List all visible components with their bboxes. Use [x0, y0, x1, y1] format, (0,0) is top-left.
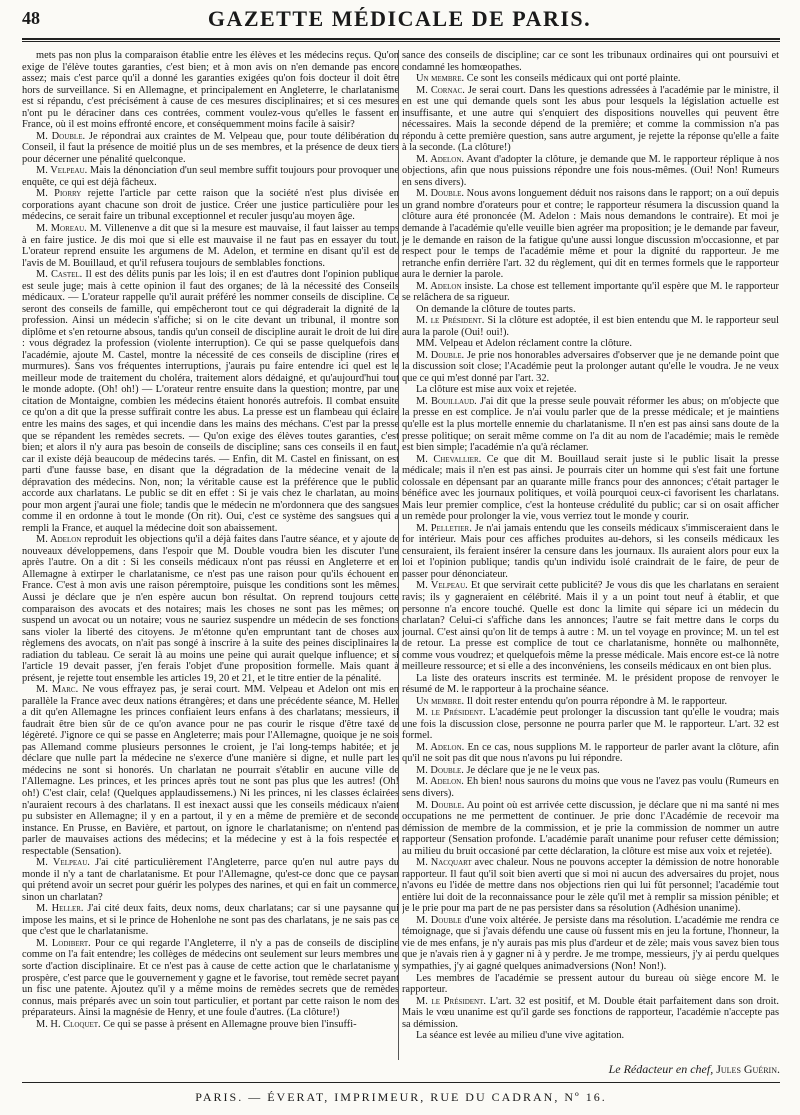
- paragraph-text: Je n'ai jamais entendu que les conseils médicaux s'immisceraient dans le for intérieur. Mais pour ces affiches produites au-dehors, si les conseils médicaux les censuraient, ils feraient insérer la censure dans les journaux. Ils auraient alors pour eux la loi et l'opinion publique; tandis qu'un individu isolé craindrait de le faire, de peur de passer pour dénonciateur.: [402, 522, 779, 580]
- paragraph: [402, 50, 779, 73]
- paragraph: [22, 50, 399, 131]
- paragraph-text: Ce sont les conseils médicaux qui ont porté plainte.: [466, 73, 681, 85]
- paragraph: [402, 673, 779, 696]
- paragraph: [22, 165, 399, 188]
- paragraph-text: Et que servirait cette publicité? Je vous dis que les charlatans en seraient ravis; ils y gagneraient en célébrité. Mais il y a un point tout neuf à établir, et que personne n'a encore touché. Quelle est donc la limite qui sépare ici un médecin du charlatan? Celui-ci s'affiche dans les annonces; l'autre se fait mettre dans le corps du journal. C'est ainsi qu'on lit de temps à autre : M. un tel voyage en province; M. un tel est de retour. La presse est complice de tout ce charlatanisme, honnête ou malhonnête, comme vous voudrez; et quelquefois même la presse médicale. Mais encore est-ce là notre meilleure ressource; et si elle a des inconvéniens, les conseils médicaux en ont bien plus.: [402, 580, 779, 673]
- speaker-name: M. Double.: [416, 349, 465, 361]
- paragraph: [402, 996, 779, 1031]
- paragraph-text: d'une voix altérée. Je persiste dans ma résolution. L'académie me rendra ce témoignage, que si j'avais défendu une cause où fussent mis en jeu la fortune, l'honneur, la vie de mes enfans, je n'y aurais pas mis plus d'ardeur et de zèle; mais vous savez bien tous que je n'avais rien à y gagner ni à y perdre. Je me trompe, messieurs, j'y ai perdu quelques sympathies, j'y ai gagné quelques animadversions (Non! Non!).: [402, 914, 779, 972]
- speaker-name: M. Bouillaud.: [416, 395, 477, 407]
- paragraph: [402, 742, 779, 765]
- paragraph: [402, 800, 779, 858]
- paragraph: [402, 696, 779, 708]
- page-header: [22, 6, 777, 36]
- speaker-name: M. Nacquart: [416, 857, 472, 869]
- speaker-name: M. Velpeau.: [36, 165, 88, 177]
- speaker-name: M. Adelon.: [416, 776, 464, 788]
- paragraph: [402, 315, 779, 338]
- paragraph-text: Les membres de l'académie se pressent autour du bureau où siège encore M. le rapporteur.: [402, 972, 779, 996]
- paragraph-text: La clôture est mise aux voix et rejetée.: [416, 384, 577, 396]
- signature-name: Jules Guérin.: [716, 1062, 780, 1076]
- paragraph-text: Je déclare que je ne le veux pas.: [466, 764, 600, 776]
- journal-title: GAZETTE MÉDICALE DE PARIS.: [207, 6, 592, 31]
- paragraph: [22, 223, 399, 269]
- speaker-name: M. Castel.: [36, 269, 83, 281]
- paragraph: [22, 903, 399, 938]
- paragraph: [402, 915, 779, 973]
- speaker-name: M. Adelon: [416, 280, 462, 292]
- speaker-name: M. H. Cloquet.: [36, 1018, 101, 1030]
- paragraph-text: avec chaleur. Nous ne pouvons accepter la démission de notre honorable rapporteur. Il faut qu'il soit bien averti que si moi ni aucun des adversaires du projet, nous n'avons eu l'idée de mettre dans nos objections rien qui lui fût personnel; l'académie tout entière lui doit de la reconnaissance pour le zèle qu'il met à remplir sa mission pénible; et je le prie pour ma part de ne pas persister dans sa résolution (Adhésion unanime).: [402, 857, 779, 915]
- speaker-name: M. Double.: [416, 188, 464, 200]
- speaker-name: M. Lodibert.: [36, 937, 91, 949]
- column-divider: [398, 50, 399, 1060]
- paragraph-text: Eh bien! nous saurons du moins que vous ne l'avez pas voulu (Rumeurs en sens divers).: [402, 776, 779, 799]
- paragraph: [22, 938, 399, 1019]
- speaker-name: M. Pelletier.: [416, 522, 472, 534]
- paragraph: [402, 454, 779, 523]
- paragraph-text: J'ai cité particulièrement l'Angleterre, parce qu'en nul autre pays du monde il n'y a tant de charlatanisme. Et pour l'Allemagne, qu'est-ce donc que ce paysan qui prétend avoir un secret pour guérir les polypes des narines, et qui en fait un commerce, sinon un charlatan?: [22, 857, 399, 903]
- paragraph-text: reproduit les objections qu'il a déjà faites dans l'autre séance, et y ajoute de nouveaux développemens, dans l'espoir que M. Double voudra bien les discuter l'une après l'autre. On a dit : Si les conseils médicaux n'ont pas réussi en Angleterre et en Allemagne à extirper le charlatanisme, ce n'est pas une raison pour qu'ils échouent en France. C'est à mon avis une raison péremptoire, puisque les conditions sont les mêmes. Aussi je déclare que je n'en espère aucun bon résultat. On reprend toujours cette comparaison des avocats et des notaires; mais les choses ne sont pas les mêmes; on suspend un avocat ou un notaire; vous ne sauriez suspendre un médecin de ses fonctions sans violer la liberté des citoyens. Je m'étonne qu'en empruntant tant de choses aux règlemens des avocats, on n'ait pas songé à inscrire à la suite des peines disciplinaires la radiation du tableau. Ce serait là au moins une peine qui aurait quelque influence; et si l'article 19 devait passer, j'en ferais l'objet d'une proposition formelle. Mais quant à présent, je rejette tout ensemble les articles 19, 20 et 21, et le titre entier de la pénalité.: [22, 534, 399, 684]
- speaker-name: M. Double.: [416, 799, 465, 811]
- paragraph: [402, 580, 779, 672]
- speaker-name: M. Piorry: [36, 188, 82, 200]
- paragraph-text: Pour ce qui regarde l'Angleterre, il n'y a pas de conseils de discipline comme on l'a fait entendre; les collèges de médecins ont seulement sur leurs membres une sorte d'action disciplinaire. Et ce n'est pas à cause de cette action que le charlatanisme y prospère, c'est parce que le gouvernement y gagne et le favorise, tout remède secret payant un fisc une patente. Ajoutez qu'il y a même moins de remèdes secrets que de remèdes connus, mais préparés avec un soin tout particulier, et portant par cette raison le nom des préparateurs. Ainsi la magnésie de Henry, et une foule d'autres. (La clôture!): [22, 937, 399, 1019]
- paragraph: [402, 776, 779, 799]
- paragraph: [402, 154, 779, 189]
- speaker-name: M. Adelon.: [416, 153, 465, 165]
- paragraph-text: Je prie nos honorables adversaires d'observer que je ne demande point que la discussion soit close; l'Académie peut la prolonger autant qu'elle le voudra. Je ne veux que ce qui m'est donné par l'art. 32.: [402, 349, 779, 384]
- paragraph: [22, 269, 399, 534]
- speaker-name: M. Chevallier.: [416, 453, 482, 465]
- paragraph-text: J'ai dit que la presse seule pouvait réformer les abus; on m'objecte que la presse en est complice. Je n'ai voulu parler que de la presse médicale; et je maintiens qu'elle est la plus mortelle ennemie du charlatanisme. Il n'en est pas ainsi sans doute de la presse politique; on serait même comme on l'a dit au nom de l'académie; mais le remède est bien simple; l'académie n'a qu'à réclamer.: [402, 395, 779, 454]
- speaker-name: M. Double.: [36, 130, 86, 142]
- paragraph: [22, 188, 399, 223]
- paragraph: [22, 1019, 399, 1031]
- paragraph: [402, 857, 779, 915]
- paragraph-text: J'ai cité deux faits, deux noms, deux charlatans; car si une paysanne qui impose les mains, et si le prince de Hohenlohe ne sont pas des charlatans, je ne sais pas ce que c'est que le charlatanisme.: [22, 903, 399, 938]
- paragraph-text: En ce cas, nous supplions M. le rapporteur de parler avant la clôture, afin qu'il ne soit pas dit que nous n'avons pu lui répondre.: [402, 741, 779, 765]
- paragraph: [402, 523, 779, 581]
- paragraph: [22, 684, 399, 857]
- paragraph-text: Ce qui se passe à présent en Allemagne prouve bien l'insuffi-: [103, 1018, 357, 1030]
- speaker-name: M. Velpeau.: [416, 580, 468, 592]
- paragraph-text: M. Villenenve a dit que si la mesure est mauvaise, il faut laisser au temps à en faire justice. Je dis moi que si elle est mauvaise il ne faut pas en essayer du tout. L'orateur reprend ensuite les argumens de M. Adelon, et termine en disant qu'il est de l'avis de M. Bouillaud, et qu'il refusera toujours de semblables fonctions.: [22, 222, 399, 269]
- paragraph: [402, 350, 779, 385]
- speaker-name: M. le Président.: [416, 315, 485, 327]
- speaker-name: M. Heller.: [36, 903, 84, 915]
- paragraph-text: L'art. 32 est positif, et M. Double était parfaitement dans son droit. Mais le vœu unanime est qu'il garde ses fonctions de rapporteur, l'académie n'accepte pas sa démission.: [402, 995, 779, 1030]
- paragraph-text: Ne vous effrayez pas, je serai court. MM. Velpeau et Adelon ont mis en parallèle la France avec deux nations étrangères; et dans une précédente séance, M. Heller a dit qu'en Allemagne les princes confiaient leurs enfans à des charlatans; messieurs, il faudrait être bien sûr de ce qu'on avance pour ne pas courir le risque d'être taxé de légèreté. J'ignore ce qui se passe en Angleterre; mais pour l'Allemagne, quoique je ne sois pas Allemand comme plusieurs personnes le croient, je l'ai long-temps habitée; et je déclare que nulle part la médecine ne s'exerce d'une manière si digne, et nulle part les médecins ne sont si honorés. Un charlatan ne pourrait s'établir en aucune ville de l'Allemagne. Les princes, et les princes après tout ne sont pas plus que les autres! (Oh! oh!) C'est clair, cela! (Quelques applaudissemens.) Ni les princes, ni les classes éclairées n'auraient recours à des charlatans. Il est inexact aussi que les conseils médicaux n'aient pu subsister en Allemagne; il y en a partout, il y en a même de première et de seconde instance. En Prusse, en Bavière, et partout, on ignore le charlatanisme; on n'entend pas parler de mauvaises actions des médecins; et la médecine y est à la fois respectée et respectable (Sensation).: [22, 684, 399, 857]
- speaker-name: M. le Président.: [416, 707, 486, 719]
- paragraph-text: insiste. La chose est tellement importante qu'il espère que M. le rapporteur se relâchera de sa rigueur.: [402, 280, 779, 304]
- paragraph: [22, 131, 399, 166]
- speaker-name: Un membre.: [416, 695, 465, 707]
- paragraph: [402, 384, 779, 396]
- header-rule-thin: [22, 41, 780, 42]
- paragraph: [402, 281, 779, 304]
- paragraph: [402, 338, 779, 350]
- paragraph: [402, 304, 779, 316]
- imprint: PARIS. — ÉVERAT, IMPRIMEUR, RUE DU CADRAN, Nº 16.: [195, 1090, 607, 1104]
- speaker-name: M. Double: [416, 914, 462, 926]
- page-number: 48: [22, 8, 40, 28]
- paragraph-text: Il est des délits punis par les lois; il en est d'autres dont l'opinion publique est seule juge; mais à cette opinion il faut des organes; de là la nécessité des Conseils médicaux. — L'orateur rappelle qu'il aurait préféré les nommer conseils de discipline. Ce seront des conseils de famille, qui empêcheront tout ce qui dégraderait la dignité de la profession. Ainsi un médecin s'affiche; si on le cite devant un tribunal, il montre son diplôme et s'en retourne absous, tandis qu'un conseil de discipline aurait le droit de lui dire : vous dégradez la profession (violente interruption). Ce qui se passe quelquefois dans l'académie, ajoute M. Castel, montre la nécessité de ces conseils de discipline (rires et murmures). Sans vos fréquentes interruptions, j'aurais pu faire entendre ici quel est le meilleur mode de traitement du choléra, traitement alors dédaigné, et qu'aujourd'hui tout le monde adopte. (Oh! oh!) — L'orateur rentre ensuite dans la question; montre, par une citation de Montaigne, combien les médecins étaient honorés autrefois. Il combat ensuite ce qu'on a dit que la presse suffirait contre les abus. La presse est un flambeau qui éclaire entre les mains des sages, et qui incendie dans les mains des méchans. C'est par la presse que se répandent les remèdes secrets. — Qu'on exige des élèves toutes garanties, c'est bien; et alors il n'y aura pas besoin de conseils de discipline; sans ces conseils il en faut, car il existe déjà beaucoup de médecins tarés. — Enfin, dit M. Castel en finissant, on est parti d'une fausse base, en disant que la dégradation de la médecine venait de la dépravation des médecins. Non, non; la véritable cause est la préférence que le public accorde aux charlatans. Le public se dit en effet : Si je vais chez le charlatan, au moins pour mon argent j'aurai une fiole; tandis que le médecin ne m'ordonnera que des sangsues comme il en ordonne à tout le monde (On rit). Oui, c'est ce système des sangsues qui a rempli la France, et auquel la médecine doit son abaissement.: [22, 269, 399, 534]
- speaker-name: M. Adelon: [36, 534, 82, 546]
- speaker-name: Un membre.: [416, 73, 465, 85]
- paragraph-text: La séance est levée au milieu d'une vive agitation.: [416, 1030, 625, 1042]
- left-column: [22, 50, 399, 1050]
- paragraph-text: La liste des orateurs inscrits est terminée. M. le président propose de renvoyer le résumé de M. le rapporteur à la prochaine séance.: [402, 672, 779, 696]
- paragraph-text: Avant d'adopter la clôture, je demande que M. le rapporteur réplique à nos objections, afin que nous puissions répondre une fois nous-mêmes. (Oui! Non! Rumeurs en sens divers).: [402, 153, 779, 188]
- speaker-name: M. Velpeau.: [36, 857, 90, 869]
- speaker-name: M. Moreau.: [36, 222, 87, 234]
- paragraph: [402, 1030, 779, 1042]
- paragraph-text: Il doit rester entendu qu'on pourra répondre à M. le rapporteur.: [466, 695, 728, 707]
- speaker-name: M. Cornac.: [416, 84, 465, 96]
- paragraph-text: Nous avons longuement déduit nos raisons dans le rapport; on a ouï depuis un grand nombre d'orateurs pour et contre; le rapporteur résumera la discussion quand la clôture aura été prononcée (M. Adelon : Mais nous demandons le contraire). Et moi je demande à l'académie qu'elle veuille bien agréer ma proposition; je le demande par faveur, je le demande en raison de la fatigue qu'une aussi longue discussion m'occasionne, et par respect pour le temps de l'académie même et pour la dignité du rapporteur. Je me retranche enfin derrière l'art. 32 du règlement, qui dit en termes formels que le rapporteur aura le dernier la parole.: [402, 188, 779, 281]
- paragraph-text: Mais la dénonciation d'un seul membre suffit toujours pour provoquer une enquête, ce qui est déjà fâcheux.: [22, 165, 399, 188]
- header-rule: [22, 38, 780, 40]
- paragraph: [402, 73, 779, 85]
- paragraph-text: Je serai court. Dans les questions adressées à l'académie par le ministre, il en est une qui demande quels sont les abus pour lesquels la législation actuelle est insuffisante, et une autre qui s'enquiert des dispositions nouvelles qui peuvent être nécessaires. Mais la seconde dépend de la première; et comme la commission n'a pas répondu à cette première question, sans autre argument, je rejette la réponse qu'elle a faite à la seconde. (La clôture!): [402, 84, 779, 154]
- paragraph: [402, 396, 779, 454]
- paragraph-text: Ce que dit M. Bouillaud serait juste si le public lisait la presse médicale; mais il n'en est pas ainsi. Je pourrais citer un homme qui s'est fait une fortune colossale en dépensant par an quarante mille francs pour des annonces; c'était partager le bénéfice avec les journaux politiques, et voilà pourquoi ceux-ci favorisent les charlatans. Mais leur premier complice, c'est la honteuse crédulité du public; car si on osait afficher un remède pour prolonger la vie, vous verriez tout le monde y courir.: [402, 453, 779, 523]
- paragraph: [402, 188, 779, 280]
- paragraph: [22, 857, 399, 903]
- paragraph-text: L'académie peut prolonger la discussion tant qu'elle le voudra; mais une fois la discussion close, personne ne pourra parler que M. le rapporteur. L'art. 32 est formel.: [402, 707, 779, 742]
- paragraph: [402, 707, 779, 742]
- paragraph: [402, 765, 779, 777]
- speaker-name: M. Adelon.: [416, 741, 465, 753]
- speaker-name: M. le Président.: [416, 995, 486, 1007]
- paragraph: [402, 85, 779, 154]
- speaker-name: M. Double.: [416, 764, 464, 776]
- paragraph-text: On demande la clôture de toutes parts.: [416, 303, 576, 315]
- paragraph-text: mets pas non plus la comparaison établie entre les élèves et les médecins reçus. Qu'on exige de l'élève toutes garanties, c'est bien; et à mon avis on n'en demande pas encore assez; mais c'est parce qu'il a donné les garanties exigées qu'on fois docteur il doit être hors de surveillance. Si en Allemagne, et principalement en Angleterre, le charlatanisme est si répandu, c'est précisément à cause de ces mesures disciplinaires; et si ces mesures n'ont pu le déraciner dans ces contrées, comment voulez-vous qu'elles le fassent en France, où il est moins effronté encore, et conséquemment moins facile à saisir?: [22, 50, 399, 131]
- speaker-name: M. Marc.: [36, 684, 79, 696]
- paragraph-text: sance des conseils de discipline; car ce sont les tribunaux ordinaires qui ont poursuivi et condamné les homœopathes.: [402, 50, 779, 73]
- paragraph: [22, 534, 399, 684]
- signature-prefix: Le Rédacteur en chef,: [608, 1062, 714, 1076]
- footer-rule: [22, 1082, 780, 1083]
- paragraph-text: Au point où est arrivée cette discussion, je déclare que ni ma santé ni mes occupations ne me permettent de continuer. Je prie donc l'Académie de recevoir ma démission de membre de la commission, et je prie la commission de nommer un autre rapporteur (Sensation profonde. L'académie paraît unanime pour refuser cette démission; au milieu du bruit occasioné par cette déclaration, la clôture est mise aux voix et rejetée).: [402, 799, 779, 857]
- paragraph-text: Je répondrai aux craintes de M. Velpeau que, pour toute délibération du Conseil, il faut la présence de moitié plus un de ses membres, et la présence de deux tiers pour décerner une pénalité quelconque.: [22, 130, 399, 165]
- paragraph: [402, 973, 779, 996]
- paragraph-text: MM. Velpeau et Adelon réclament contre la clôture.: [416, 338, 632, 350]
- right-column: [402, 50, 779, 1050]
- signature: [402, 1062, 780, 1077]
- paragraph-text: Si la clôture est adoptée, il est bien entendu que M. le rapporteur seul aura la parole (Oui! oui!).: [402, 315, 779, 338]
- paragraph-text: rejette l'article par cette raison que la société n'est plus divisée en corporations ayant chacune son droit de justice. Créer une justice particulière pour les médecins, ce serait faire un tribunal exceptionnel et reculer jusqu'au moyen âge.: [22, 188, 399, 223]
